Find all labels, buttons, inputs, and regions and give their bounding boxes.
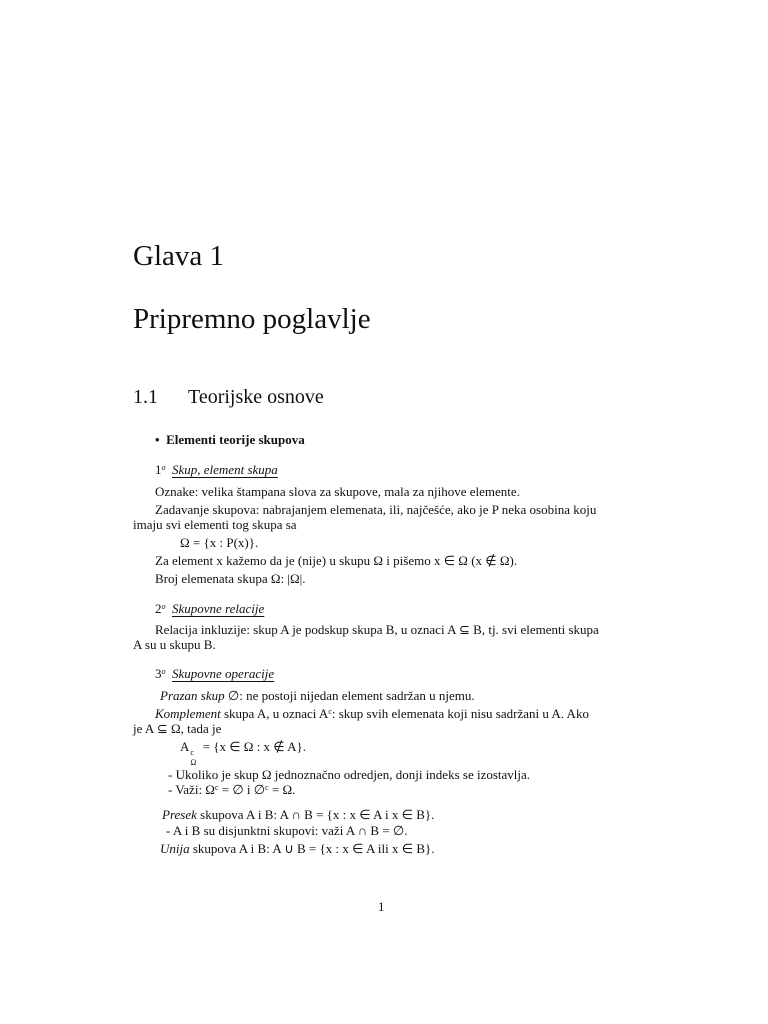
- dash-line: - Ukoliko je skup Ω jednoznačno odredjen, donji indeks se izostavlja.: [168, 767, 531, 782]
- item-2-title: Skupovne relacije: [172, 601, 265, 616]
- text-line: Relacija inkluzije: skup A je podskup skupa B, u oznaci A ⊆ B, tj. svi elementi skupa: [155, 622, 599, 637]
- item-1-title: Skup, element skupa: [172, 462, 278, 477]
- text-line: A su u skupu B.: [133, 637, 216, 652]
- text-line: je A ⊆ Ω, tada je: [133, 721, 222, 736]
- bullet-heading: [155, 432, 305, 447]
- section-number: 1.1: [133, 386, 158, 408]
- formula: A c Ω = {x ∈ Ω : x ∉ A}.: [180, 739, 307, 767]
- chapter-title: Pripremno poglavlje: [133, 303, 371, 335]
- bullet-text: Elementi teorije skupova: [166, 432, 305, 447]
- term: Komplement: [155, 706, 221, 721]
- text-line: Komplement skupa A, u oznaci $A^c$: skup svih elemenata koji nisu sadržani u A. Ako: [155, 706, 589, 721]
- text-line: Unija skupova A i B: A ∪ B = {x : x ∈ A ili x ∈ B}.: [160, 841, 435, 856]
- text-line: imaju svi elementi tog skupa sa: [133, 517, 297, 532]
- formula: Ω = {x : P(x)}.: [180, 535, 259, 550]
- item-1: 1$^o$ Skup, element skupa: [155, 462, 278, 477]
- item-2: 2$^o$ Skupovne relacije: [155, 601, 265, 616]
- section-title: Teorijske osnove: [188, 386, 324, 408]
- text-line: Oznake: velika štampana slova za skupove, mala za njihove elemente.: [155, 484, 520, 499]
- term: Prazan skup: [160, 688, 225, 703]
- page-number: 1: [378, 899, 385, 914]
- dash-line: - A i B su disjunktni skupovi: važi A ∩ B = ∅.: [166, 823, 408, 838]
- item-3-title: Skupovne operacije: [172, 666, 275, 681]
- item-3: 3$^o$ Skupovne operacije: [155, 666, 275, 681]
- text-line: Prazan skup ∅: ne postoji nijedan element sadržan u njemu.: [160, 688, 475, 703]
- text-line: Za element x kažemo da je (nije) u skupu Ω i pišemo x ∈ Ω (x ∉ Ω).: [155, 553, 518, 568]
- chapter-label: Glava 1: [133, 240, 224, 272]
- bullet-icon: •: [155, 432, 160, 447]
- text-line: Zadavanje skupova: nabrajanjem elemenata, ili, najčešće, ako je P neka osobina koju: [155, 502, 597, 517]
- text-line: Presek skupova A i B: A ∩ B = {x : x ∈ A i x ∈ B}.: [162, 807, 435, 822]
- term: Unija: [160, 841, 190, 856]
- text-line: Broj elemenata skupa Ω: |Ω|.: [155, 571, 306, 586]
- dash-line: - Važi: $\Omega^c$ = ∅ i ∅$^c$ = Ω.: [168, 782, 296, 797]
- term: Presek: [162, 807, 197, 822]
